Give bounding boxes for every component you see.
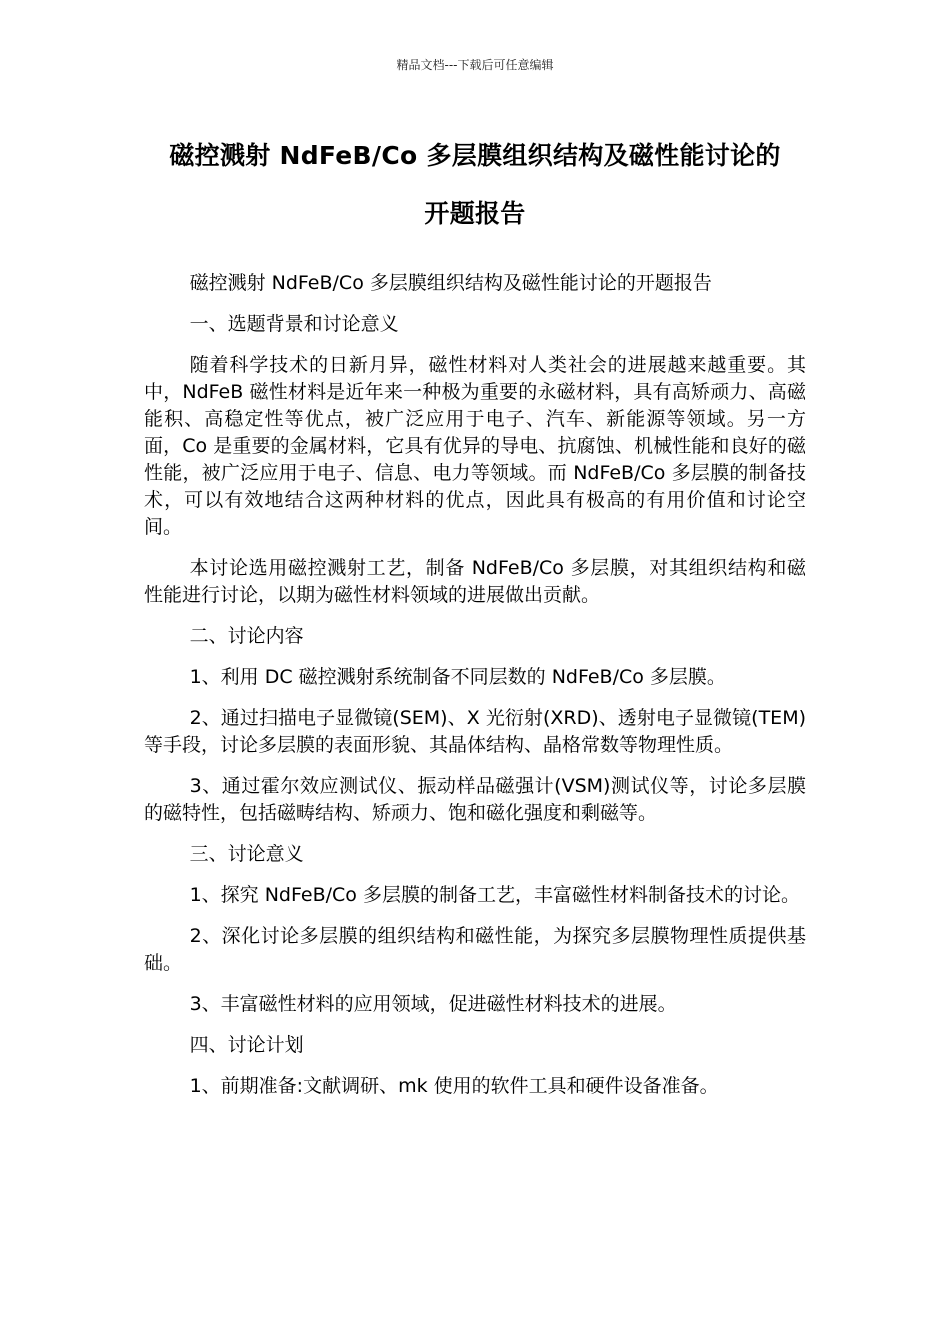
list-item: 1、利用 DC 磁控溅射系统制备不同层数的 NdFeB/Co 多层膜。	[189, 666, 726, 688]
title-line-1: 磁控溅射 NdFeB/Co 多层膜组织结构及磁性能讨论的	[169, 141, 781, 170]
body-paragraph: 本讨论选用磁控溅射工艺，制备 NdFeB/Co 多层膜，对其组织结构和磁性能进行讨论，以期为磁性材料领域的进展做出贡献。	[144, 557, 806, 606]
body-paragraph: 随着科学技术的日新月异，磁性材料对人类社会的进展越来越重要。其中，NdFeB 磁性材料是近年来一种极为重要的永磁材料，具有高矫顽力、高磁能积、高稳定性等优点，被广泛应用于电子、汽车、新能源等领域。另一方面，Co 是重要的金属材料，它具有优异的导电、抗腐蚀、机械性能和良好的磁性能，被广泛应用于电子、信息、电力等领域。而 NdFeB/Co 多层膜的制备技术，可以有效地结合这两种材料的优点，因此具有极高的有用价值和讨论空间。	[144, 354, 806, 538]
list-item: 3、丰富磁性材料的应用领域，促进磁性材料技术的进展。	[189, 993, 677, 1015]
document-title	[140, 127, 810, 243]
section-heading-plan: 四、讨论计划	[189, 1034, 304, 1056]
title-line-2: 开题报告	[424, 199, 526, 228]
section-heading-background: 一、选题背景和讨论意义	[189, 313, 399, 335]
list-item: 2、通过扫描电子显微镜(SEM)、X 光衍射(XRD)、透射电子显微镜(TEM)等手段，讨论多层膜的表面形貌、其晶体结构、晶格常数等物理性质。	[144, 707, 806, 756]
section-heading-content: 二、讨论内容	[189, 625, 304, 647]
list-item: 2、深化讨论多层膜的组织结构和磁性能，为探究多层膜物理性质提供基础。	[144, 925, 806, 974]
list-item: 1、前期准备:文献调研、mk 使用的软件工具和硬件设备准备。	[189, 1075, 719, 1097]
page-header: 精品文档---下载后可任意编辑	[396, 58, 554, 72]
list-item: 1、探究 NdFeB/Co 多层膜的制备工艺，丰富磁性材料制备技术的讨论。	[189, 884, 800, 906]
subtitle-paragraph: 磁控溅射 NdFeB/Co 多层膜组织结构及磁性能讨论的开题报告	[189, 272, 712, 294]
section-heading-significance: 三、讨论意义	[189, 843, 304, 865]
document-body	[144, 270, 806, 1114]
list-item: 3、通过霍尔效应测试仪、振动样品磁强计(VSM)测试仪等，讨论多层膜的磁特性，包括磁畴结构、矫顽力、饱和磁化强度和剩磁等。	[144, 775, 806, 824]
